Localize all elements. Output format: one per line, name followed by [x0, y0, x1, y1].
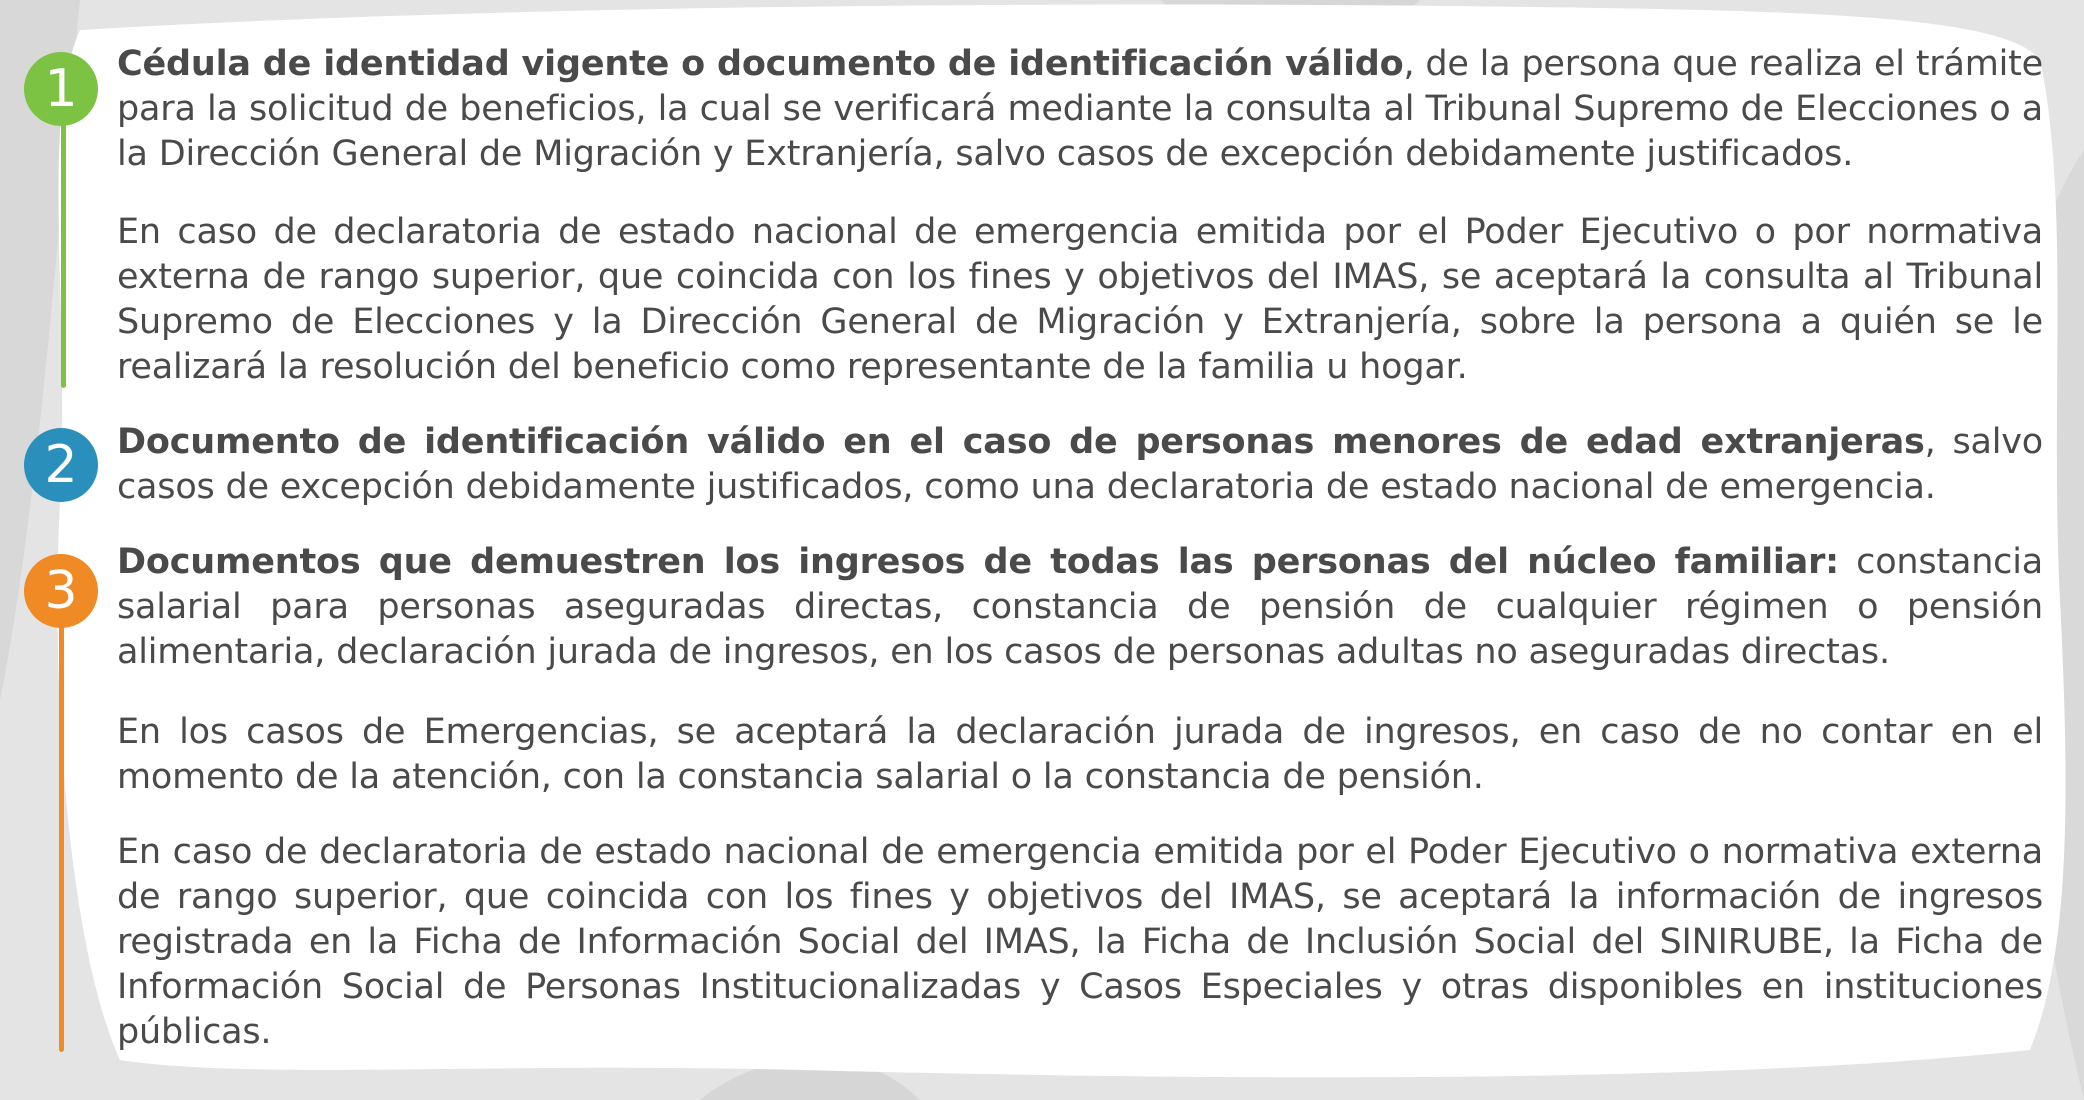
item-1-paragraph-1-text: , de la persona que realiza el trámite para la solicitud de beneficios, la cual se verificará mediante la consulta al Tribunal Supremo de Elecciones o a la Dirección General de Migración y Extranjería, salvo casos de excepción debidamente justificados.: [117, 44, 2043, 174]
item-1-bold-title: Cédula de identidad vigente o documento de identificación válido: [117, 44, 1404, 84]
item-3-paragraph-2: [117, 710, 2043, 800]
item-3-paragraph-1-text: constancia salarial para personas aseguradas directas, constancia de pensión de cualquier régimen o pensión alimentaria, declaración jurada de ingresos, en los casos de personas adultas no aseguradas directas.: [117, 542, 2043, 672]
item-2-bold-title: Documento de identificación válido en el caso de personas menores de edad extranjeras: [117, 422, 1925, 462]
timeline-line-1: [61, 88, 66, 388]
item-3-paragraph-3-text: En caso de declaratoria de estado nacional de emergencia emitida por el Poder Ejecutivo o normativa externa de rango superior, que coincida con los fines y objetivos del IMAS, se aceptará la información de ingresos registrada en la Ficha de Información Social del IMAS, la Ficha de Inclusión Social del SINIRUBE, la Ficha de Información Social de Personas Institucionalizadas y Casos Especiales y otras disponibles en instituciones públicas.: [117, 832, 2043, 1052]
item-2-paragraph-1: [117, 420, 2043, 510]
number-badge-3: 3: [24, 554, 98, 628]
item-3-paragraph-3: [117, 830, 2043, 1055]
item-1-paragraph-2-text: En caso de declaratoria de estado nacional de emergencia emitida por el Poder Ejecutivo o por normativa externa de rango superior, que coincida con los fines y objetivos del IMAS, se aceptará la consulta al Tribunal Supremo de Elecciones y la Dirección General de Migración y Extranjería, sobre la persona a quién se le realizará la resolución del beneficio como representante de la familia u hogar.: [117, 212, 2043, 387]
item-1-paragraph-2: [117, 210, 2043, 390]
item-2-paragraph-1-text: , salvo casos de excepción debidamente justificados, como una declaratoria de estado nacional de emergencia.: [117, 422, 2043, 507]
number-badge-1: 1: [24, 52, 98, 126]
item-3-paragraph-1: [117, 540, 2043, 675]
number-badge-2: 2: [24, 428, 98, 502]
item-1-paragraph-1: [117, 42, 2043, 177]
timeline-line-3: [59, 590, 64, 1052]
item-3-bold-title: Documentos que demuestren los ingresos de todas las personas del núcleo familiar:: [117, 542, 1839, 582]
item-3-paragraph-2-text: En los casos de Emergencias, se aceptará la declaración jurada de ingresos, en caso de no contar en el momento de la atención, con la constancia salarial o la constancia de pensión.: [117, 712, 2043, 797]
